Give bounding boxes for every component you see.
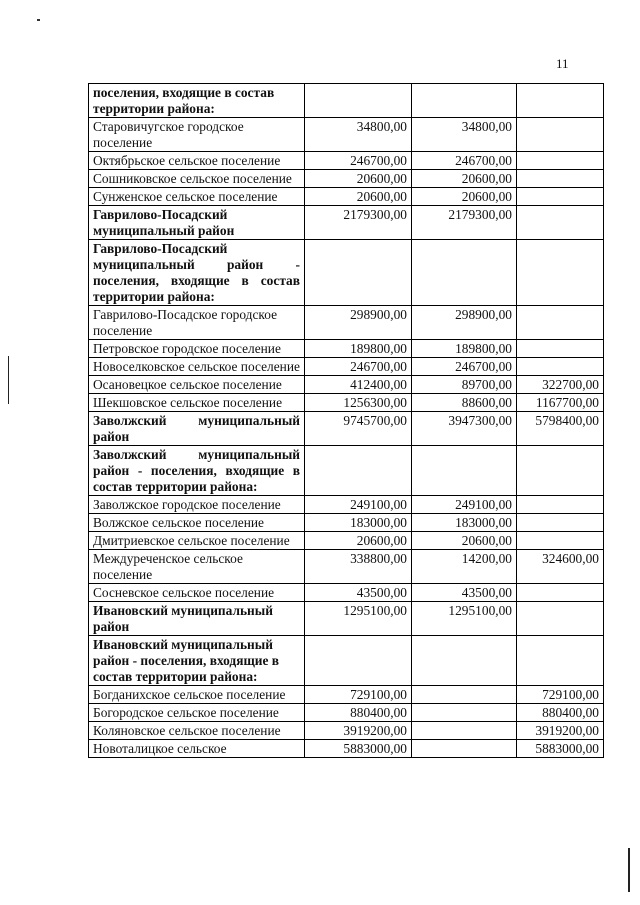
table-row [89,602,604,636]
amount-total [305,446,412,496]
table-row [89,550,604,584]
table-row [89,358,604,376]
row-name: Богданихское сельское поселение [89,686,305,704]
amount-total: 20600,00 [305,188,412,206]
amount-total [305,636,412,686]
amount-col2 [412,84,517,118]
row-name: Шекшовское сельское поселение [89,394,305,412]
table-row [89,704,604,722]
scan-speck [37,19,40,21]
row-name: Новоталицкое сельское [89,740,305,758]
amount-col3 [517,532,604,550]
amount-col2 [412,686,517,704]
amount-total [305,240,412,306]
table-row [89,636,604,686]
row-name: Ивановский муниципальный район - поселения, входящие в состав территории района: [89,636,305,686]
row-name: Осановецкое сельское поселение [89,376,305,394]
row-name: Богородское сельское поселение [89,704,305,722]
amount-col2: 189800,00 [412,340,517,358]
amount-col2 [412,722,517,740]
row-name: Октябрьское сельское поселение [89,152,305,170]
amount-total: 43500,00 [305,584,412,602]
table-row [89,170,604,188]
amount-col2: 246700,00 [412,152,517,170]
row-name: Сунженское сельское поселение [89,188,305,206]
amount-col2: 20600,00 [412,170,517,188]
amount-col2: 2179300,00 [412,206,517,240]
amount-total: 338800,00 [305,550,412,584]
table-row [89,118,604,152]
amount-col3 [517,602,604,636]
table-row [89,376,604,394]
amount-col2: 14200,00 [412,550,517,584]
amount-col3: 1167700,00 [517,394,604,412]
amount-col3 [517,118,604,152]
amount-col2: 88600,00 [412,394,517,412]
scan-mark-left [8,356,9,404]
amount-col2: 183000,00 [412,514,517,532]
row-name: Коляновское сельское поселение [89,722,305,740]
amount-col3: 3919200,00 [517,722,604,740]
row-name: Гаврилово-Посадский муниципальный район [89,206,305,240]
amount-col3: 5798400,00 [517,412,604,446]
amount-total: 1295100,00 [305,602,412,636]
row-name: Волжское сельское поселение [89,514,305,532]
amount-total: 249100,00 [305,496,412,514]
amount-col3: 324600,00 [517,550,604,584]
page-number: 11 [556,56,569,71]
amount-col3 [517,358,604,376]
row-name: Заволжский муниципальный район [89,412,305,446]
amount-col2: 246700,00 [412,358,517,376]
amount-total: 20600,00 [305,170,412,188]
table-row [89,740,604,758]
table-row [89,496,604,514]
row-name: Дмитриевское сельское поселение [89,532,305,550]
row-name: Междуреченское сельское поселение [89,550,305,584]
amount-total: 20600,00 [305,532,412,550]
amount-col2: 298900,00 [412,306,517,340]
amount-total: 5883000,00 [305,740,412,758]
table-row [89,84,604,118]
amount-col3 [517,170,604,188]
amount-col3 [517,584,604,602]
amount-total: 412400,00 [305,376,412,394]
amount-col3 [517,514,604,532]
amount-total: 2179300,00 [305,206,412,240]
table-row [89,446,604,496]
table-row [89,152,604,170]
amount-col3: 880400,00 [517,704,604,722]
amount-total [305,84,412,118]
row-name: Заволжский муниципальный район - поселения, входящие в состав территории района: [89,446,305,496]
amount-col2: 89700,00 [412,376,517,394]
row-name: Новоселковское сельское поселение [89,358,305,376]
amount-total: 729100,00 [305,686,412,704]
table-row [89,722,604,740]
amount-col2 [412,704,517,722]
amount-total: 298900,00 [305,306,412,340]
row-name: Сосневское сельское поселение [89,584,305,602]
amount-col2 [412,446,517,496]
row-name: поселения, входящие в состав территории района: [89,84,305,118]
amount-total: 3919200,00 [305,722,412,740]
row-name: Сошниковское сельское поселение [89,170,305,188]
row-name: Старовичугское городское поселение [89,118,305,152]
table-row [89,686,604,704]
table-row [89,514,604,532]
amount-col3 [517,188,604,206]
amount-total: 183000,00 [305,514,412,532]
scan-mark-right [628,848,630,892]
amount-col3 [517,240,604,306]
row-name: Петровское городское поселение [89,340,305,358]
table-row [89,412,604,446]
amount-total: 189800,00 [305,340,412,358]
amount-col3 [517,306,604,340]
table-row [89,394,604,412]
table-row [89,188,604,206]
amount-total: 34800,00 [305,118,412,152]
amount-col3 [517,446,604,496]
amount-col2: 20600,00 [412,188,517,206]
row-name: Ивановский муниципальный район [89,602,305,636]
amount-col2: 34800,00 [412,118,517,152]
row-name: Заволжское городское поселение [89,496,305,514]
amount-col3: 729100,00 [517,686,604,704]
amount-col2: 43500,00 [412,584,517,602]
amount-col3: 5883000,00 [517,740,604,758]
amount-col3 [517,152,604,170]
amount-col2 [412,636,517,686]
table-row [89,306,604,340]
amount-col3 [517,206,604,240]
amount-total: 880400,00 [305,704,412,722]
table-row [89,340,604,358]
table-row [89,532,604,550]
amount-col2: 3947300,00 [412,412,517,446]
row-name: Гаврилово-Посадское городское поселение [89,306,305,340]
table-row [89,206,604,240]
amount-total: 246700,00 [305,358,412,376]
amount-total: 1256300,00 [305,394,412,412]
table-row [89,584,604,602]
amount-col3 [517,636,604,686]
budget-table [88,83,604,758]
amount-col2: 20600,00 [412,532,517,550]
amount-col3 [517,340,604,358]
amount-col2 [412,240,517,306]
table-row [89,240,604,306]
amount-col2: 249100,00 [412,496,517,514]
amount-col3: 322700,00 [517,376,604,394]
amount-col2 [412,740,517,758]
amount-total: 246700,00 [305,152,412,170]
amount-total: 9745700,00 [305,412,412,446]
row-name: Гаврилово-Посадский муниципальный район - поселения, входящие в состав территории района: [89,240,305,306]
amount-col2: 1295100,00 [412,602,517,636]
amount-col3 [517,496,604,514]
amount-col3 [517,84,604,118]
